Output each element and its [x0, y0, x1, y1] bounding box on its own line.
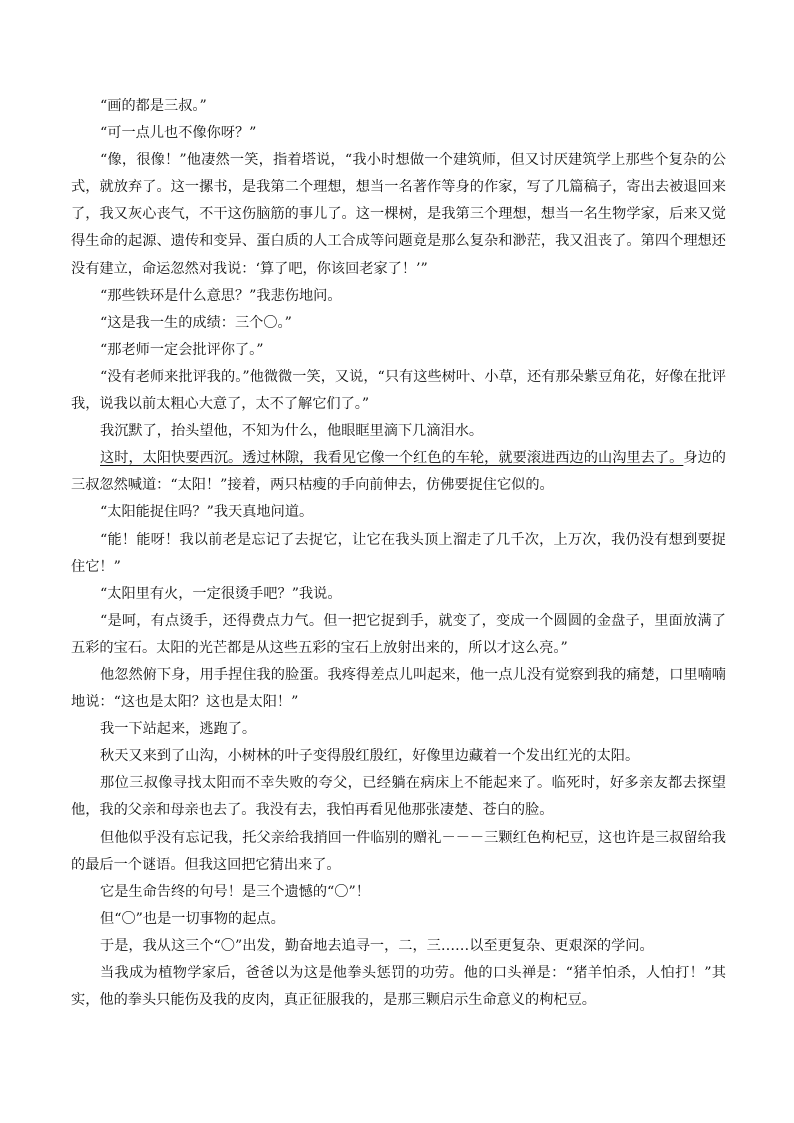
paragraph-14: 他忽然俯下身，用手捏住我的脸蛋。我疼得差点儿叫起来，他一点儿没有觉察到我的痛楚，口里喃喃地说：“这也是太阳？这也是太阳！” — [71, 666, 726, 711]
paragraph-5: “这是我一生的成绩：三个〇。” — [100, 314, 292, 331]
underlined-sentence: 这时，太阳快要西沉。透过林隙，我看见它像一个红色的车轮，就要滚进西边的山沟里去了。 — [100, 450, 684, 467]
paragraph-4: “那些铁环是什么意思？”我悲伤地问。 — [100, 287, 342, 304]
paragraph-16: 秋天又来到了山沟，小树林的叶子变得殷红殷红，好像里边藏着一个发出红光的太阳。 — [100, 748, 640, 765]
paragraph-15: 我一下站起来，逃跑了。 — [100, 721, 257, 738]
paragraph-2: “可一点儿也不像你呀？” — [100, 125, 257, 142]
paragraph-17: 那位三叔像寻找太阳而不幸失败的夸父，已经躺在病床上不能起来了。临死时，好多亲友都去探望他，我的父亲和母亲也去了。我没有去，我怕再看见他那张凄楚、苍白的脸。 — [71, 775, 726, 819]
paragraph-7: “没有老师来批评我的。”他微微一笑，又说，“只有这些树叶、小草，还有那朵紫豆角花，好像在批评我，说我以前太粗心大意了，太不了解它们了。” — [71, 368, 726, 413]
text-body — [71, 93, 726, 1014]
paragraph-18: 但他似乎没有忘记我，托父亲给我捎回一件临别的赠礼－－－三颗红色枸杞豆，这也许是三叔留给我的最后一个谜语。但我这回把它猜出来了。 — [71, 829, 726, 873]
paragraph-9-rest: 身边的三叔忽然喊道：“太阳！”接着，两只枯瘦的手向前伸去，仿佛要捉住它似的。 — [71, 450, 726, 494]
paragraph-3: “像，很像！”他凄然一笑，指着塔说，“我小时想做一个建筑师，但又讨厌建筑学上那些个复杂的公式，就放弃了。这一摞书，是我第二个理想，想当一名著作等身的作家，写了几篇稿子，寄出去被退回来了，我又灰心丧气，不干这伤脑筋的事儿了。这一棵树，是我第三个理想，想当一名生物学家，后来又觉得生命的起源、遗传和变异、蛋白质的人工合成等问题竟是那么复杂和渺茫，我又沮丧了。第四个理想还没有建立，命运忽然对我说：‘算了吧，你该回老家了！’” — [71, 152, 726, 277]
paragraph-8: 我沉默了，抬头望他，不知为什么，他眼眶里滴下几滴泪水。 — [100, 423, 484, 440]
paragraph-11: “能！能呀！我以前老是忘记了去捉它，让它在我头顶上溜走了几千次，上万次，我仍没有想到要捉住它！” — [71, 531, 726, 575]
paragraph-22: 当我成为植物学家后，爸爸以为这是他拳头惩罚的功劳。他的口头禅是：“猪羊怕杀，人怕打！”其实，他的拳头只能伤及我的皮肉，真正征服我的，是那三颗启示生命意义的枸杞豆。 — [71, 965, 726, 1009]
paragraph-12: “太阳里有火，一定很烫手吧？”我说。 — [100, 585, 342, 602]
paragraph-19: 它是生命告终的句号！是三个遗憾的“〇”！ — [100, 883, 370, 900]
paragraph-20: 但“〇”也是一切事物的起点。 — [100, 910, 285, 927]
paragraph-1: “画的都是三叔。” — [100, 98, 207, 114]
paragraph-21: 于是，我从这三个“〇”出发，勤奋地去追寻一，二，三……以至更复杂、更艰深的学问。 — [100, 937, 654, 954]
paragraph-9 — [71, 445, 726, 499]
paragraph-6: “那老师一定会批评你了。” — [100, 341, 264, 358]
paragraph-10: “太阳能捉住吗？”我天真地问道。 — [100, 504, 314, 521]
paragraph-13: “是呵，有点烫手，还得费点力气。但一把它捉到手，就变了，变成一个圆圆的金盘子，里面放满了五彩的宝石。太阳的光芒都是从这些五彩的宝石上放射出来的，所以才这么亮。” — [71, 612, 726, 656]
